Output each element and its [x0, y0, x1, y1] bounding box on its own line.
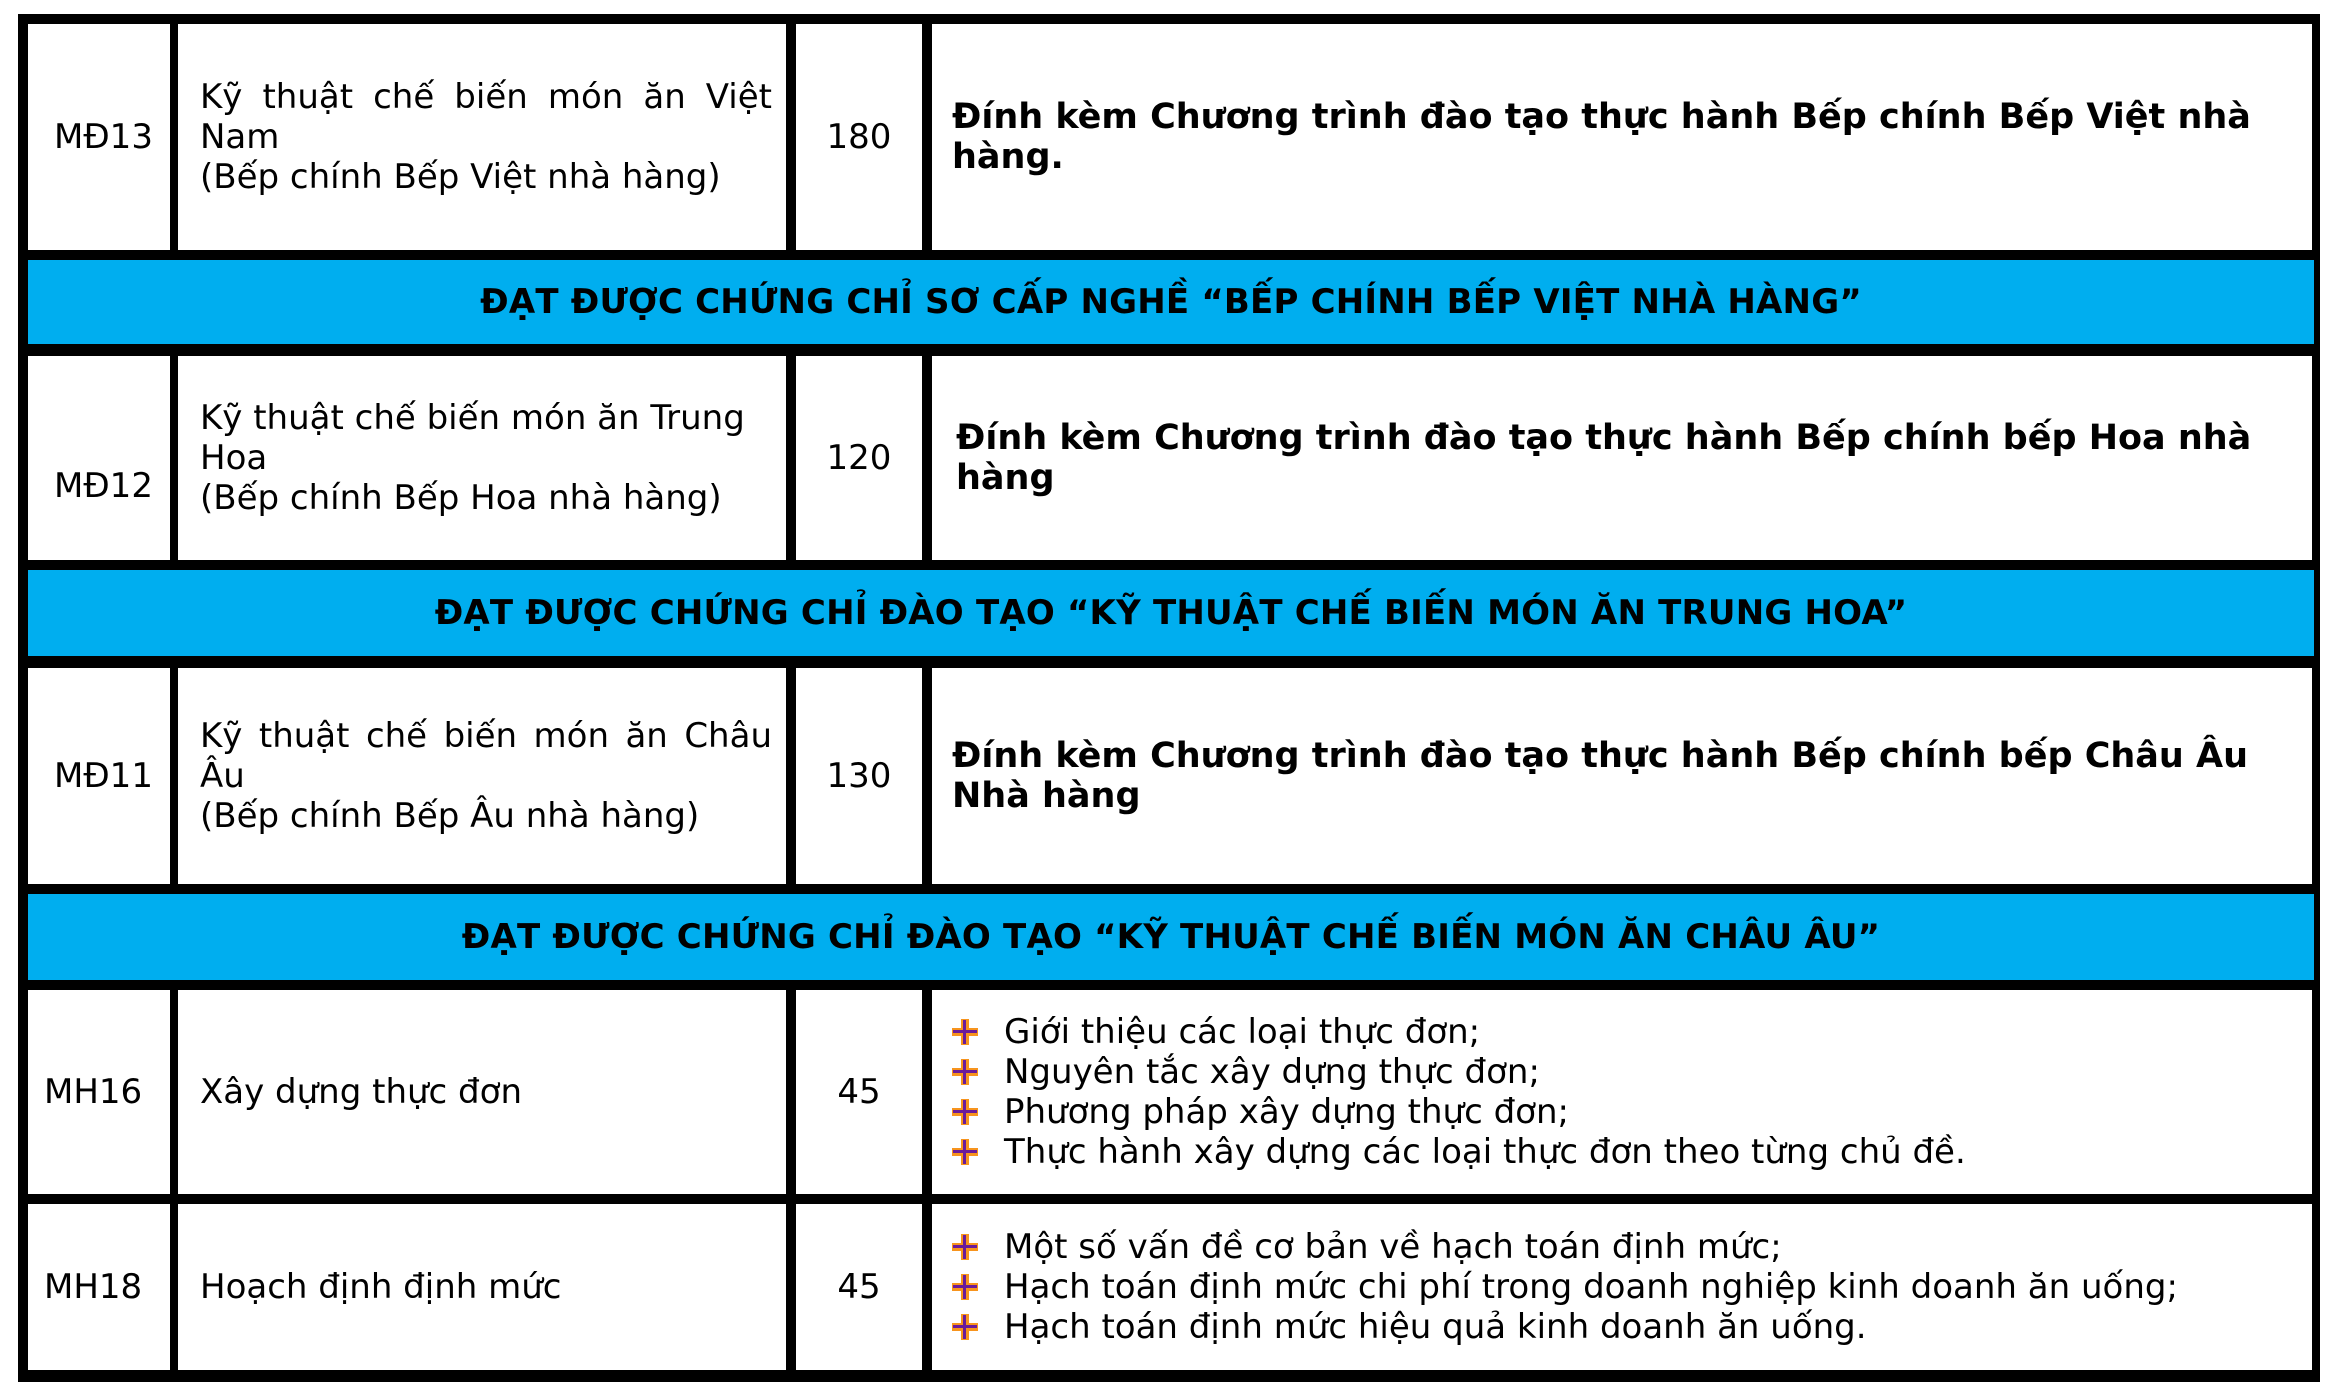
certificate-band: ĐẠT ĐƯỢC CHỨNG CHỈ ĐÀO TẠO “KỸ THUẬT CHẾ BIẾN MÓN ĂN TRUNG HOA”: [28, 570, 2314, 656]
module-hours: 180: [796, 24, 922, 250]
module-content: [932, 668, 2312, 884]
list-item: Hạch toán định mức hiệu quả kinh doanh ăn uống.: [950, 1307, 2178, 1347]
certificate-band: ĐẠT ĐƯỢC CHỨNG CHỈ ĐÀO TẠO “KỸ THUẬT CHẾ BIẾN MÓN ĂN CHÂU ÂU”: [28, 894, 2314, 980]
module-name-line1: Kỹ thuật chế biến món ăn Châu Âu: [200, 716, 772, 796]
certificate-band: ĐẠT ĐƯỢC CHỨNG CHỈ SƠ CẤP NGHỀ “BẾP CHÍNH BẾP VIỆT NHÀ HÀNG”: [28, 260, 2314, 344]
module-name-line2: (Bếp chính Bếp Hoa nhà hàng): [200, 478, 722, 518]
module-name-line2: (Bếp chính Bếp Việt nhà hàng): [200, 157, 721, 197]
module-name-line1: Kỹ thuật chế biến món ăn Việt Nam: [200, 77, 772, 157]
bullet-icon: [950, 1233, 980, 1261]
table-row: [28, 24, 2314, 250]
table-row: [28, 990, 2314, 1194]
module-name-line2: (Bếp chính Bếp Âu nhà hàng): [200, 796, 700, 836]
module-name: [178, 668, 786, 884]
list-item: Một số vấn đề cơ bản về hạch toán định mức;: [950, 1227, 2178, 1267]
module-name: [178, 24, 786, 250]
module-content-text: Đính kèm Chương trình đào tạo thực hành Bếp chính bếp Hoa nhà hàng: [956, 418, 2252, 498]
bullet-icon: [950, 1273, 980, 1301]
module-code: [28, 356, 170, 560]
module-code: MH16: [28, 990, 170, 1194]
module-content: [932, 356, 2312, 560]
module-name-line1: Kỹ thuật chế biến món ăn Trung Hoa: [200, 398, 745, 478]
module-hours: 120: [796, 356, 922, 560]
table-row: [28, 668, 2314, 884]
module-content: [932, 1204, 2312, 1370]
module-hours: 45: [796, 1204, 922, 1370]
module-name: Xây dựng thực đơn: [178, 990, 786, 1194]
module-content-text: Đính kèm Chương trình đào tạo thực hành Bếp chính Bếp Việt nhà hàng.: [952, 97, 2251, 177]
bullet-icon: [950, 1138, 980, 1166]
module-code-text: MĐ12: [54, 466, 153, 506]
module-content: [932, 990, 2312, 1194]
bullet-icon: [950, 1058, 980, 1086]
module-content-text: Đính kèm Chương trình đào tạo thực hành Bếp chính bếp Châu Âu Nhà hàng: [952, 736, 2249, 816]
list-item: Thực hành xây dựng các loại thực đơn theo từng chủ đề.: [950, 1132, 1966, 1172]
module-hours: 45: [796, 990, 922, 1194]
list-item: Giới thiệu các loại thực đơn;: [950, 1012, 1966, 1052]
bullet-icon: [950, 1313, 980, 1341]
bullet-list: [950, 1012, 1966, 1172]
module-name: [178, 356, 786, 560]
list-item: Hạch toán định mức chi phí trong doanh nghiệp kinh doanh ăn uống;: [950, 1267, 2178, 1307]
list-item: Nguyên tắc xây dựng thực đơn;: [950, 1052, 1966, 1092]
module-name: Hoạch định định mức: [178, 1204, 786, 1370]
module-hours: 130: [796, 668, 922, 884]
bullet-icon: [950, 1098, 980, 1126]
module-code: MH18: [28, 1204, 170, 1370]
module-content: [932, 24, 2312, 250]
list-item: Phương pháp xây dựng thực đơn;: [950, 1092, 1966, 1132]
table-row: [28, 356, 2314, 560]
table-row: [28, 1204, 2314, 1370]
bullet-icon: [950, 1018, 980, 1046]
module-code: MĐ11: [28, 668, 170, 884]
bullet-list: [950, 1227, 2178, 1347]
module-code: MĐ13: [28, 24, 170, 250]
